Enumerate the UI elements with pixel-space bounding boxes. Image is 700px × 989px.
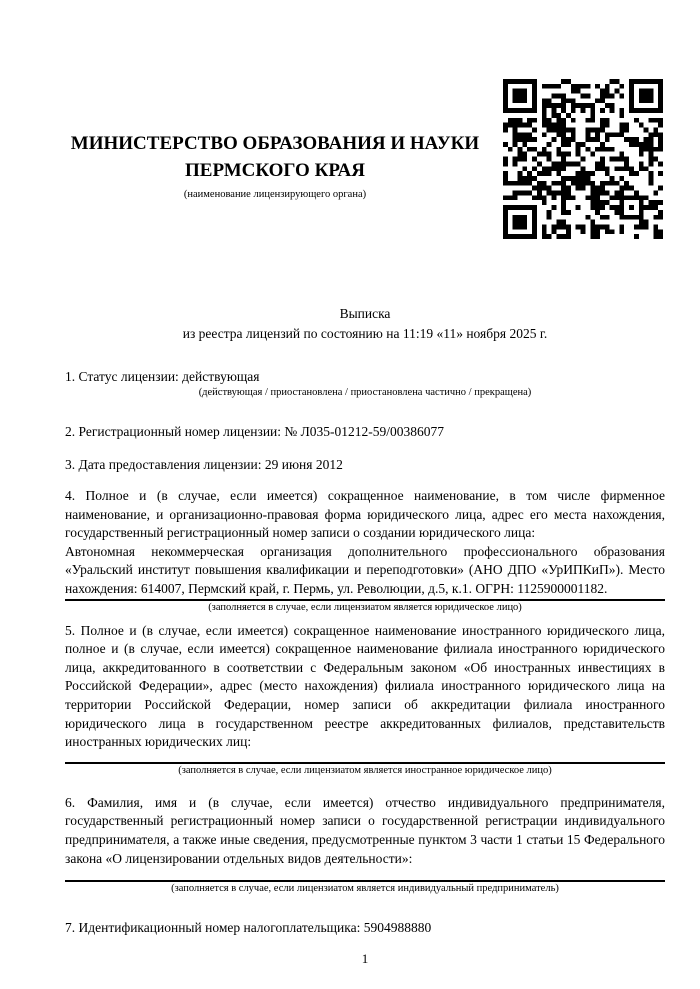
ministry-title-line1: МИНИСТЕРСТВО ОБРАЗОВАНИЯ И НАУКИ (70, 133, 480, 154)
license-status-options-caption: (действующая / приостановлена / приостановлена частично / прекращена) (198, 387, 532, 398)
entrepreneur-label: 6. Фамилия, имя и (в случае, если имеется) отчество индивидуального предпринимателя, государственный регистрационный номер записи о государственной регистрации индивидуального предпринимателя, а также иные сведения, предусмотренные пунктом 3 части 1 статьи 15 Федерального закона «О лицензировании отдельных видов деятельности»: (65, 794, 665, 866)
foreign-entity-label: 5. Полное и (в случае, если имеется) сокращенное наименование иностранного юридического лица, полное и (в случае, если имеется) сокращенное наименование филиала иностранного юридического лица, аккредитованного в соответствии с Федеральным законом «Об иностранных инвестициях в Российской Федерации», адрес (место нахождения) филиала иностранного юридического лица на территории Российской Федерации, номер записи об аккредитации филиала иностранного юридического лица в государственном реестре аккредитованных филиалов, представительств иностранных юридических лиц: (65, 622, 665, 750)
legal-entity-value: Автономная некоммерческая организация дополнительного профессионального образования «Уральский институт повышения квалификации и переподготовки» (АНО ДПО «УрИПКиП»). Место нахождения: 614007, Пермский край, г. Пермь, ул. Революции, д.5, к.1. ОГРН: 1125900001182. (65, 543, 665, 601)
page-number: 1 (361, 951, 369, 967)
legal-entity-label: 4. Полное и (в случае, если имеется) сокращенное наименование, в том числе фирменное наименование, и организационно-правовая форма юридического лица, адрес его места нахождения, государственный регистрационный номер записи о создании юридического лица: (65, 488, 665, 541)
extract-subtitle: из реестра лицензий по состоянию на 11:19 «11» ноября 2025 г. (182, 325, 548, 341)
registration-number-line: 2. Регистрационный номер лицензии: № Л035-01212-59/00386077 (65, 424, 445, 439)
legal-entity-caption: (заполняется в случае, если лицензиатом является юридическое лицо) (208, 601, 522, 613)
entrepreneur-caption: (заполняется в случае, если лицензиатом является индивидуальный предприниматель) (171, 883, 559, 895)
inn-line: 7. Идентификационный номер налогоплательщика: 5904988880 (65, 920, 432, 936)
ministry-title-line2: ПЕРМСКОГО КРАЯ (185, 160, 365, 181)
foreign-entity-caption: (заполняется в случае, если лицензиатом является иностранное юридическое лицо) (178, 764, 552, 776)
extract-title: Выписка (339, 306, 391, 321)
entrepreneur-blank-field (65, 868, 665, 882)
license-status-line: 1. Статус лицензии: действующая (65, 369, 260, 384)
extract-title-block (65, 304, 665, 343)
grant-date-line: 3. Дата предоставления лицензии: 29 июня 2012 (65, 457, 343, 472)
document-body (65, 0, 665, 967)
foreign-entity-blank-field (65, 752, 665, 764)
ministry-caption: (наименование лицензирующего органа) (183, 189, 367, 200)
